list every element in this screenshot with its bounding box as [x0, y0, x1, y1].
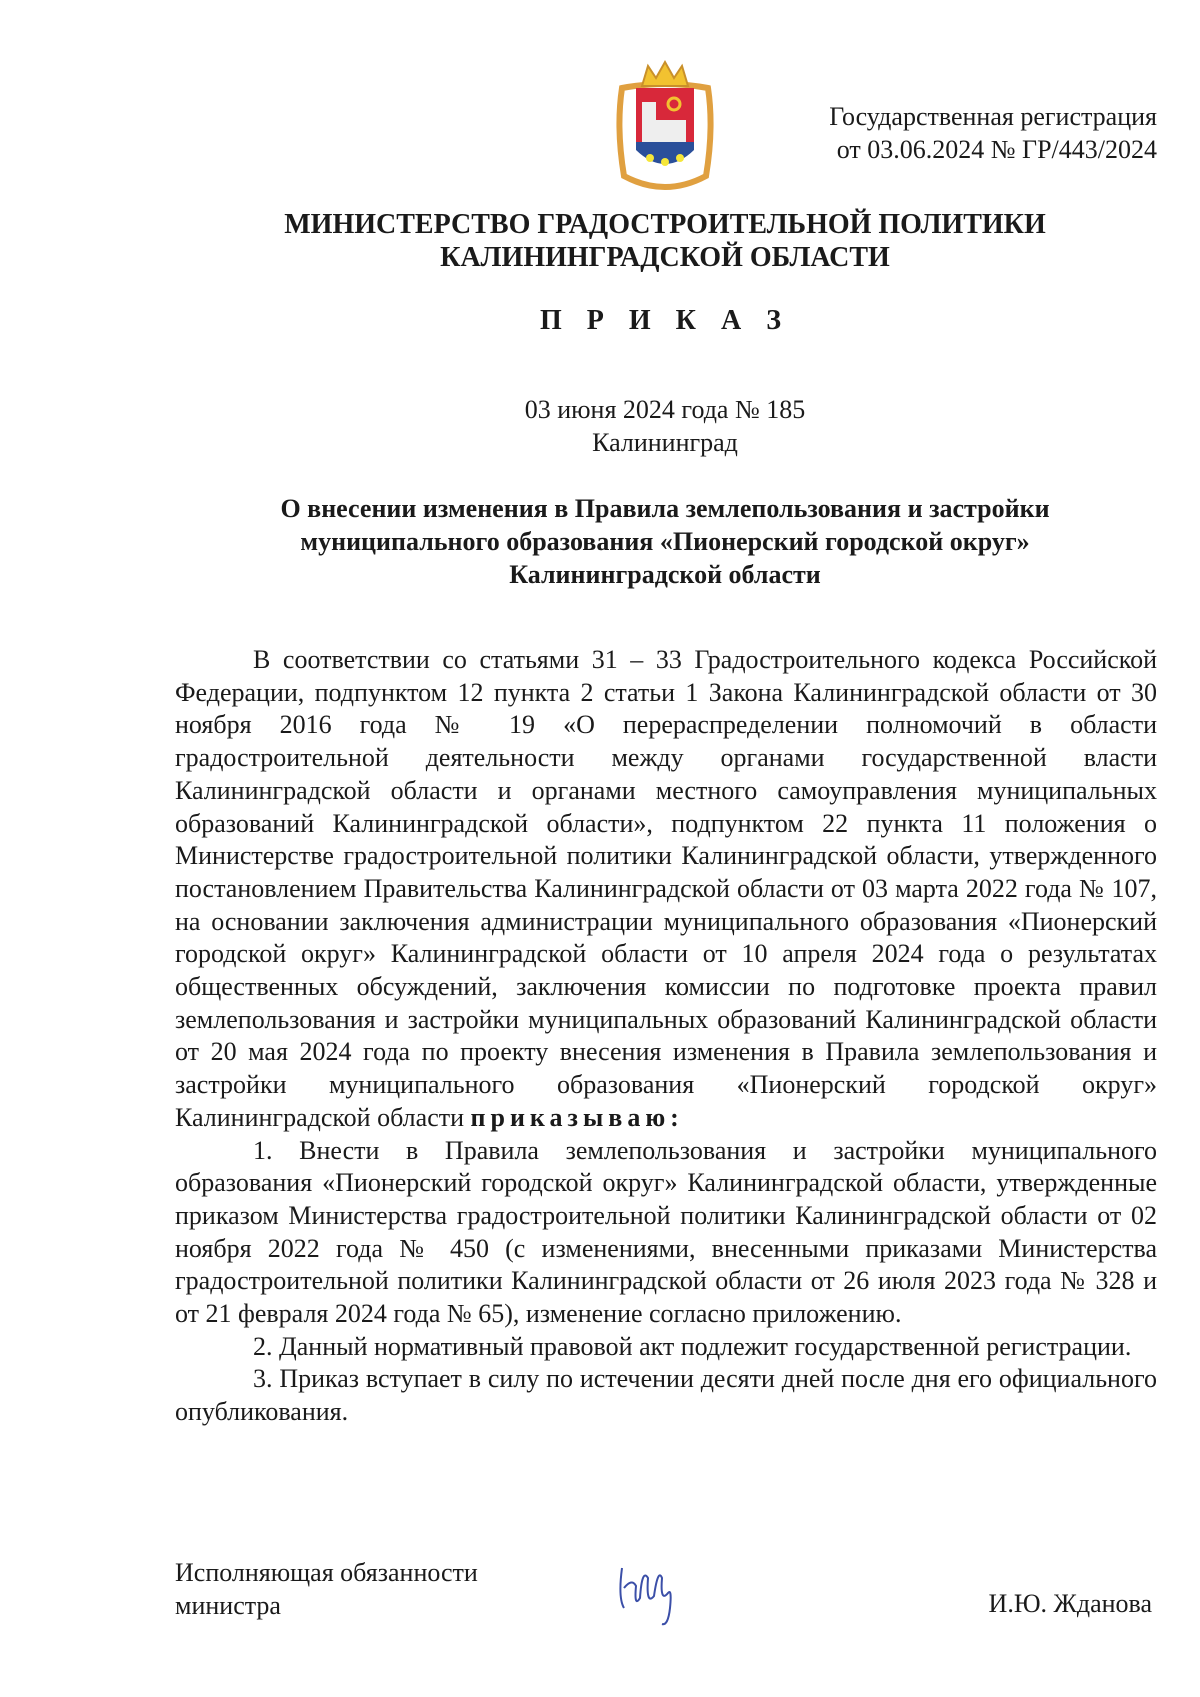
ministry-title-line: МИНИСТЕРСТВО ГРАДОСТРОИТЕЛЬНОЙ ПОЛИТИКИ — [284, 209, 1046, 240]
preamble-text: В соответствии со статьями 31 – 33 Градостроительного кодекса Российской Федерации, подпунктом 12 пункта 2 статьи 1 Закона Калининградской области от 30 ноября 2016 года № 19 «О перераспределении полномочий в области градостроительной деятельности между органами государственной власти Калининградской области и органами местного самоуправления муниципальных образований Калининградской области», подпунктом 22 пункта 11 положения о Министерстве градостроительной политики Калининградской области, утвержденного постановлением Правительства Калининградской области от 03 марта 2022 года № 107, на основании заключения администрации муниципального образования «Пионерский городской округ» Калининградской области от 10 апреля 2024 года о результатах общественных обсуждений, заключения комиссии по подготовке проекта правил землепользования и застройки муниципальных образований Калининградской области от 20 мая 2024 года по проекту внесения изменения в Правила землепользования и застройки муниципального образования «Пионерский городской округ» Калининградской области — [175, 645, 1157, 1132]
document-date-block — [0, 393, 1200, 459]
document-type: П Р И К А З — [540, 305, 790, 336]
order-item: 3. Приказ вступает в силу по истечении десяти дней после дня его официального опубликования. — [175, 1364, 1157, 1427]
subject-line: Калининградской области — [509, 560, 821, 589]
registration-stamp — [829, 100, 1157, 166]
document-subject — [0, 492, 1200, 591]
order-word: приказываю: — [470, 1102, 684, 1132]
handwritten-signature — [612, 1548, 682, 1628]
signatory-name: И.Ю. Жданова — [988, 1589, 1152, 1618]
preamble-paragraph — [175, 644, 1157, 1135]
subject-line: муниципального образования «Пионерский городской округ» — [300, 527, 1030, 556]
signatory-role-line: министра — [175, 1591, 281, 1620]
ministry-title-line: КАЛИНИНГРАДСКОЙ ОБЛАСТИ — [440, 242, 890, 273]
registration-label: Государственная регистрация — [829, 102, 1157, 131]
order-item: 1. Внести в Правила землепользования и застройки муниципального образования «Пионерский городской округ» Калининградской области, утвержденные приказом Министерства градостроительной политики Калининградской области от 02 ноября 2022 года № 450 (с изменениями, внесенными приказами Министерства градостроительной политики Калининградской области от 26 июля 2023 года № 328 и от 21 февраля 2024 года № 65), изменение согласно приложению. — [175, 1135, 1157, 1329]
coat-of-arms-emblem — [612, 58, 718, 194]
signatory-role-line: Исполняющая обязанности — [175, 1558, 478, 1587]
document-body — [175, 644, 1157, 1429]
order-item: 2. Данный нормативный правовой акт подлежит государственной регистрации. — [253, 1331, 1132, 1361]
signatory-role — [175, 1556, 478, 1622]
registration-number: от 03.06.2024 № ГР/443/2024 — [836, 135, 1157, 164]
subject-line: О внесении изменения в Правила землепользования и застройки — [280, 494, 1050, 523]
document-city: Калининград — [592, 428, 738, 457]
ministry-title — [0, 208, 1200, 274]
document-date-number: 03 июня 2024 года № 185 — [524, 395, 806, 424]
